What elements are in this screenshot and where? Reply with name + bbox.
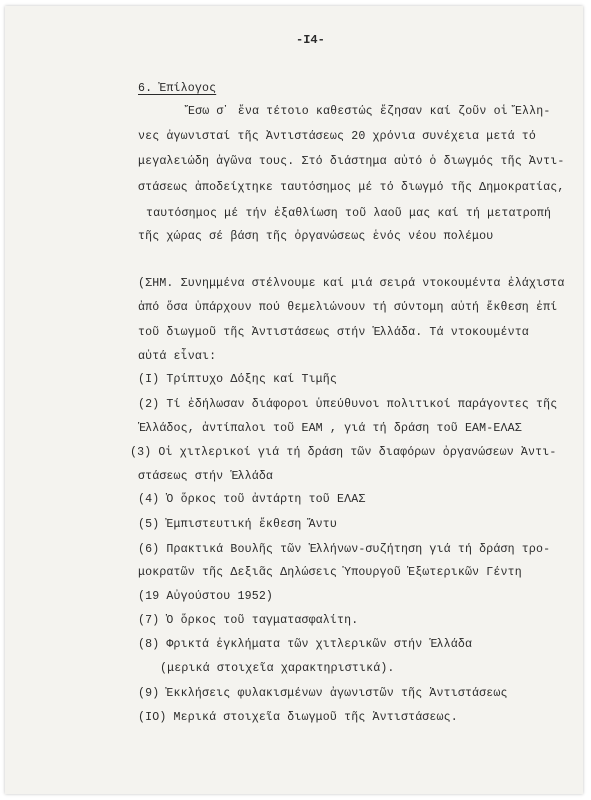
list-item: (μερικά στοιχεῖα χαρακτηριστικά). bbox=[160, 662, 395, 675]
section-heading: 6. Ἐπίλογος bbox=[138, 82, 217, 95]
paragraph-line: τῆς χώρας σέ βάση τῆς ὀργανώσεως ἑνός νέου πολέμου bbox=[138, 230, 494, 243]
paragraph-line: στάσεως ἀποδείχτηκε ταυτόσημος μέ τό διωγμό τῆς Δημοκρατίας, bbox=[138, 181, 565, 194]
list-item: (6) Πρακτικά Βουλῆς τῶν Ἑλλήνων-συζήτηση γιά τή δράση τρο- bbox=[138, 543, 551, 556]
list-item: (2) Τί ἐδήλωσαν διάφοροι ὑπεύθυνοι πολιτικοί παράγοντες τῆς bbox=[138, 398, 558, 411]
list-item: μοκρατῶν τῆς Δεξιᾶς Δηλώσεις Ὑπουργοῦ Ἐξωτερικῶν Γέντη bbox=[138, 566, 522, 579]
list-item: (7) Ὁ ὅρκος τοῦ ταγματασφαλίτη. bbox=[138, 614, 359, 627]
note-line: (ΣΗΜ. Συνημμένα στέλνουμε καί μιά σειρά ντοκουμέντα ἐλάχιστα bbox=[138, 277, 565, 290]
paragraph-line: μεγαλειώδη ἀγῶνα τους. Στό διάστημα αὐτό ὁ διωγμός τῆς Ἀντι- bbox=[138, 155, 565, 168]
paragraph-line: ταυτόσημος μέ τήν ἐξαθλίωση τοῦ λαοῦ μας καί τή μετατροπή bbox=[146, 207, 552, 220]
list-item: Ἑλλάδος, ἀντίπαλοι τοῦ ΕΑΜ , γιά τή δράση τοῦ ΕΑΜ-ΕΛΑΣ bbox=[138, 422, 522, 435]
page-number: -I4- bbox=[296, 33, 325, 47]
note-line: τοῦ διωγμοῦ τῆς Ἀντιστάσεως στήν Ἑλλάδα. Τά ντοκουμέντα bbox=[138, 326, 529, 339]
list-item: (8) Φρικτά ἐγκλήματα τῶν χιτλερικῶν στήν Ἑλλάδα bbox=[138, 638, 473, 651]
note-line: ἀπό ὅσα ὑπάρχουν πού θεμελιώνουν τή σύντομη αὐτή ἔκθεση ἐπί bbox=[138, 301, 558, 314]
list-item: (19 Αὐγούστου 1952) bbox=[138, 590, 274, 603]
note-line: αὐτά εἶναι: bbox=[138, 350, 217, 363]
list-item: (4) Ὁ ὅρκος τοῦ ἀντάρτη τοῦ ΕΛΑΣ bbox=[138, 493, 366, 506]
list-item: (3) Οἱ χιτλερικοί γιά τή δράση τῶν διαφόρων ὀργανώσεων Ἀντι- bbox=[130, 446, 557, 459]
list-item: (IO) Μερικά στοιχεῖα διωγμοῦ τῆς Ἀντιστάσεως. bbox=[138, 711, 458, 724]
list-item: (5) Ἐμπιστευτική ἔκθεση Ἄντυ bbox=[138, 518, 338, 531]
list-item: (I) Τρίπτυχο Δόξης καί Τιμῆς bbox=[138, 373, 338, 386]
paragraph-line: νες ἀγωνισταί τῆς Ἀντιστάσεως 20 χρόνια συνέχεια μετά τό bbox=[138, 130, 537, 143]
list-item: (9) Ἐκκλήσεις φυλακισμένων ἀγωνιστῶν τῆς Ἀντιστάσεως bbox=[138, 687, 508, 700]
paragraph-line: Ἔσω σ᾽ ἕνα τέτοιο καθεστώς ἔζησαν καί ζοῦν οἱ Ἕλλη- bbox=[188, 105, 551, 118]
list-item: στάσεως στήν Ἑλλάδα bbox=[138, 470, 274, 483]
